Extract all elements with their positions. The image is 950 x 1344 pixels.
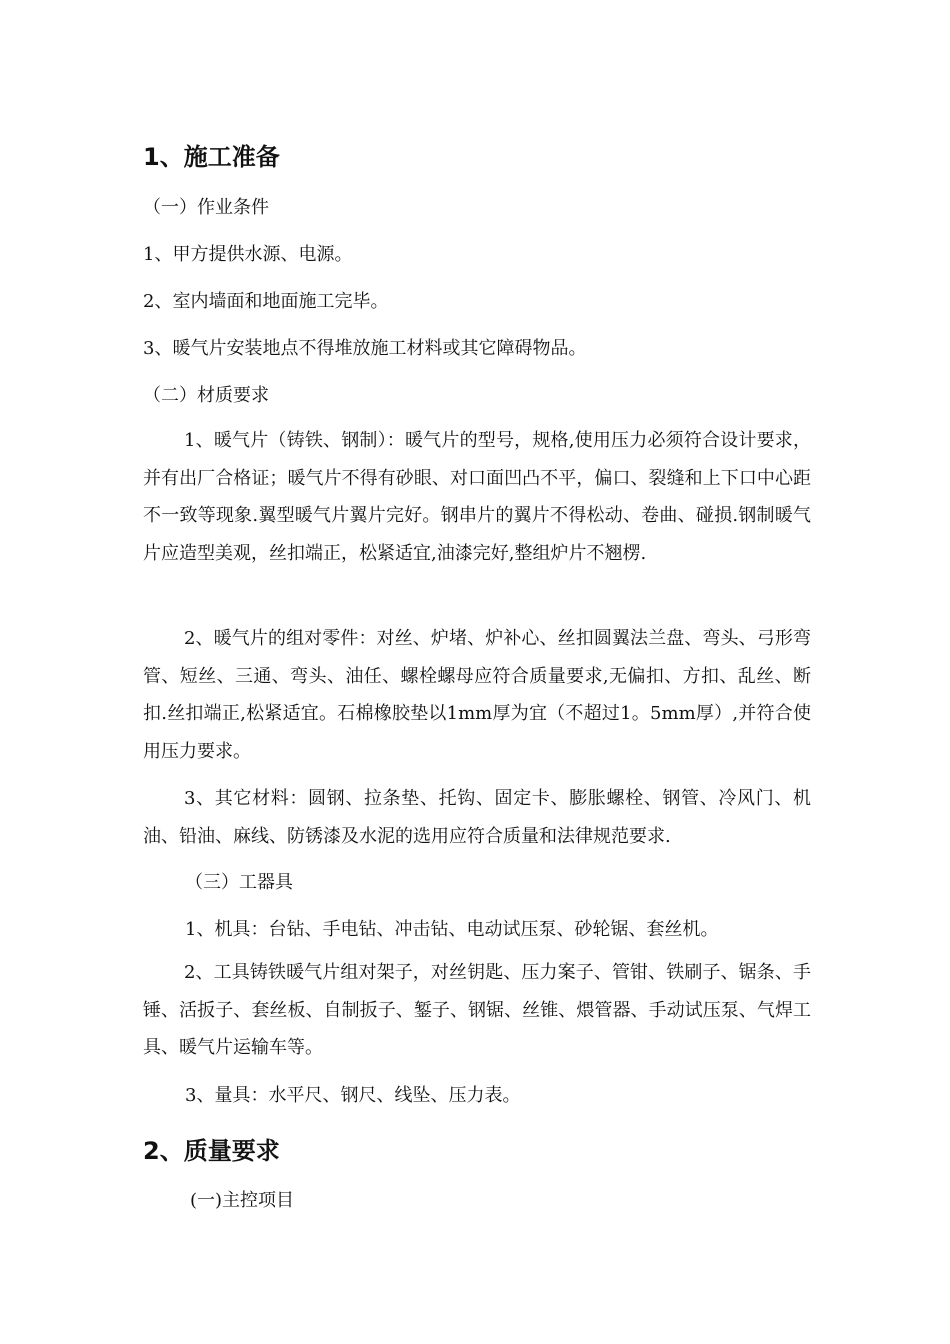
- subsection-title-tools: （三）工器具: [185, 872, 293, 893]
- list-item: 3、量具：水平尺、钢尺、线坠、压力表。: [185, 1085, 521, 1106]
- subsection-title-work-conditions: （一）作业条件: [143, 197, 269, 218]
- paragraph-hand-tools: 2、工具铸铁暖气片组对架子，对丝钥匙、压力案子、管钳、铁刷子、锯条、手锤、活扳子、套丝板、自制扳子、錾子、钢锯、丝锥、煨管器、手动试压泵、气焊工具、暖气片运输车等。: [143, 962, 811, 1059]
- paragraph-other-materials: 3、其它材料：圆钢、拉条垫、托钩、固定卡、膨胀螺栓、钢管、冷风门、机油、铅油、麻线、防锈漆及水泥的选用应符合质量和法律规范要求.: [143, 788, 811, 847]
- list-item: 1、机具：台钻、手电钻、冲击钻、电动试压泵、砂轮锯、套丝机。: [185, 919, 719, 940]
- paragraph-radiator-material: 1、暖气片（铸铁、钢制）：暖气片的型号，规格,使用压力必须符合设计要求，并有出厂合格证；暖气片不得有砂眼、对口面凹凸不平，偏口、裂缝和上下口中心距不一致等现象.翼型暖气片翼片完好。钢串片的翼片不得松动、卷曲、碰损.钢制暖气片应造型美观，丝扣端正，松紧适宜,油漆完好,整组炉片不翘楞.: [143, 430, 811, 564]
- subsection-title-material-requirements: （二）材质要求: [143, 385, 269, 406]
- list-item: 2、室内墙面和地面施工完毕。: [143, 291, 389, 312]
- paragraph-assembly-parts: 2、暖气片的组对零件：对丝、炉堵、炉补心、丝扣圆翼法兰盘、弯头、弓形弯管、短丝、三通、弯头、油任、螺栓螺母应符合质量要求,无偏扣、方扣、乱丝、断扣.丝扣端正,松紧适宜。石棉橡胶垫以1mm厚为宜（不超过1。5mm厚）,并符合使用压力要求。: [143, 628, 811, 762]
- section-heading-quality-requirements: 2、质量要求: [143, 1137, 280, 1165]
- section-heading-construction-preparation: 1、施工准备: [143, 143, 280, 171]
- list-item: 1、甲方提供水源、电源。: [143, 244, 353, 265]
- list-item: 3、暖气片安装地点不得堆放施工材料或其它障碍物品。: [143, 338, 587, 359]
- subsection-title-main-control-items: (一)主控项目: [190, 1190, 295, 1211]
